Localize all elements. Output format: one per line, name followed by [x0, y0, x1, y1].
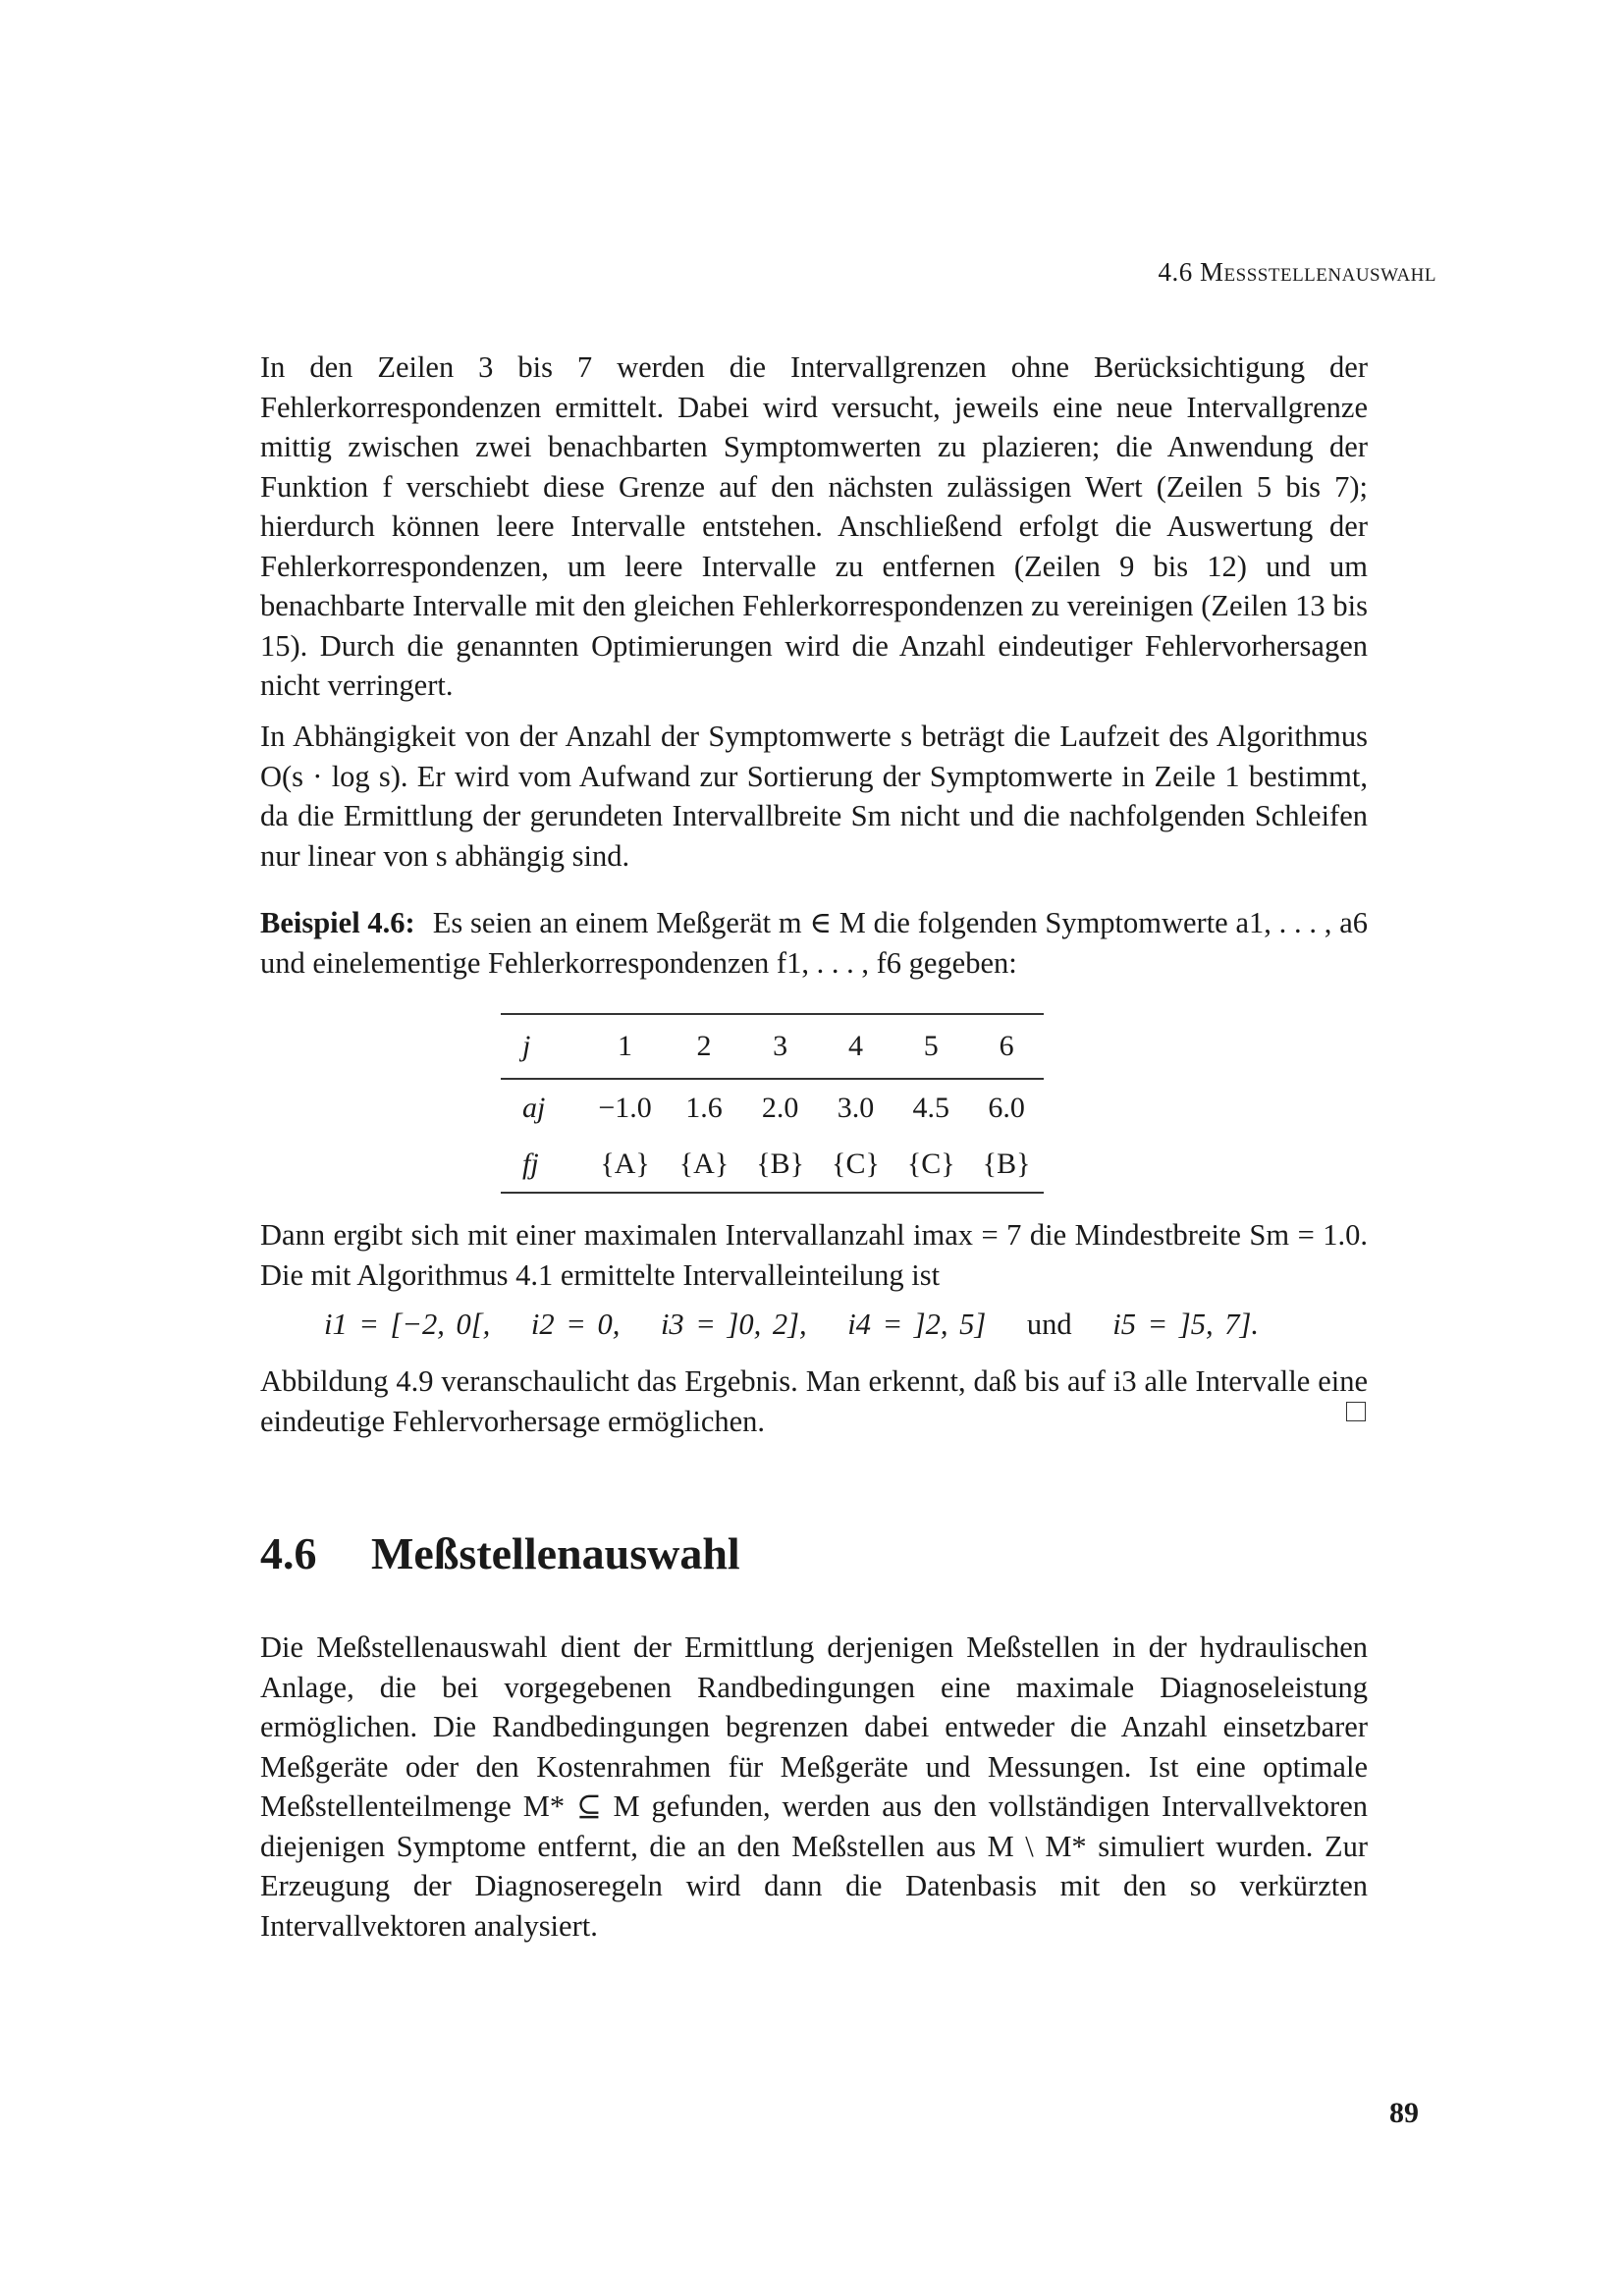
table-cell: −1.0	[598, 1091, 652, 1124]
running-head	[1159, 257, 1436, 288]
table-header-cell: 5	[893, 1014, 969, 1079]
qed-symbol	[1346, 1402, 1366, 1421]
running-head-title: Messstellenauswahl	[1200, 257, 1436, 287]
table-header-cell: 1	[584, 1014, 665, 1079]
table-cell: {A}	[600, 1147, 650, 1180]
table-row-label: fj	[522, 1147, 539, 1180]
table-header-row	[501, 1014, 1044, 1079]
paragraph-text: Abbildung 4.9 veranschaulicht das Ergebnis. Man erkennt, daß bis auf i3 alle Intervalle eine eindeutige Fehlervorhersage ermöglichen.	[260, 1364, 1368, 1438]
paragraph-algorithm-explanation	[260, 347, 1368, 706]
example-table	[501, 1013, 1044, 1194]
formula-term: i3 = ]0, 2],	[660, 1308, 807, 1341]
section-heading	[260, 1527, 740, 1579]
formula-conjunction: und	[1026, 1308, 1072, 1341]
paragraph-text: In Abhängigkeit von der Anzahl der Symptomwerte s beträgt die Laufzeit des Algorithmus O(s · log s). Er wird vom Aufwand zur Sortierung der Symptomwerte in Zeile 1 bestimmt, da die Ermittlung der gerundeten Intervallbreite Sm nicht und die nachfolgenden Schleifen nur linear von s abhängig sind.	[260, 720, 1368, 873]
table-header-cell: 3	[742, 1014, 818, 1079]
table-row-label: aj	[522, 1091, 546, 1124]
section-title: Meßstellenauswahl	[371, 1528, 740, 1578]
formula-term: i4 = ]2, 5]	[847, 1308, 987, 1341]
formula-term: i5 = ]5, 7].	[1112, 1308, 1259, 1341]
table-header-label: j	[501, 1014, 584, 1079]
table-cell: {C}	[832, 1147, 880, 1180]
page-number: 89	[1389, 2097, 1419, 2129]
table-cell: 1.6	[685, 1091, 723, 1124]
paragraph-text: Dann ergibt sich mit einer maximalen Intervallanzahl imax = 7 die Mindestbreite Sm = 1.0. Die mit Algorithmus 4.1 ermittelte Intervalleinteilung ist	[260, 1218, 1368, 1292]
table-cell: {C}	[906, 1147, 955, 1180]
paragraph-runtime	[260, 717, 1368, 876]
table-cell: {B}	[756, 1147, 805, 1180]
table-cell: {A}	[678, 1147, 730, 1180]
table-header-cell: 6	[969, 1014, 1045, 1079]
paragraph-section-intro	[260, 1628, 1368, 1946]
table-header-cell: 4	[818, 1014, 893, 1079]
formula-term: i2 = 0,	[530, 1308, 621, 1341]
running-head-number: 4.6	[1158, 257, 1193, 287]
paragraph-text: In den Zeilen 3 bis 7 werden die Intervallgrenzen ohne Berücksichtigung der Fehlerkorrespondenzen ermittelt. Dabei wird versucht, jeweils eine neue Intervallgrenze mittig zwischen zwei benachbarten Symptomwerten zu plazieren; die Anwendung der Funktion f verschiebt diese Grenze auf den nächsten zulässigen Wert (Zeilen 5 bis 7); hierdurch können leere Intervalle entstehen. Anschließend erfolgt die Auswertung der Fehlerkorrespondenzen, um leere Intervalle zu entfernen (Zeilen 9 bis 12) und um benachbarte Intervalle mit den gleichen Fehlerkorrespondenzen zu vereinigen (Zeilen 13 bis 15). Durch die genannten Optimierungen wird die Anzahl eindeutiger Fehlervorhersagen nicht verringert.	[260, 350, 1368, 702]
table-row	[501, 1136, 1044, 1193]
table-cell: {B}	[982, 1147, 1031, 1180]
section-number: 4.6	[260, 1528, 317, 1578]
paragraph-result	[260, 1215, 1368, 1295]
table-cell: 2.0	[761, 1091, 799, 1124]
table-cell: 4.5	[912, 1091, 950, 1124]
example-label: Beispiel 4.6:	[260, 906, 415, 939]
table-row	[501, 1079, 1044, 1136]
example-intro	[260, 903, 1368, 983]
formula-term: i1 = [−2, 0[,	[324, 1308, 491, 1341]
interval-formula	[324, 1308, 1288, 1342]
table-cell: 6.0	[988, 1091, 1025, 1124]
table-cell: 3.0	[837, 1091, 875, 1124]
table-header-cell: 2	[666, 1014, 742, 1079]
paragraph-figure-reference	[260, 1362, 1368, 1441]
example-text: Es seien an einem Meßgerät m ∈ M die folgenden Symptomwerte a1, . . . , a6 und einelementige Fehlerkorrespondenzen f1, . . . , f6 gegeben:	[260, 906, 1368, 980]
paragraph-text: Die Meßstellenauswahl dient der Ermittlung derjenigen Meßstellen in der hydraulischen Anlage, die bei vorgegebenen Randbedingungen eine maximale Diagnoseleistung ermöglichen. Die Randbedingungen begrenzen dabei entweder die Anzahl einsetzbarer Meßgeräte oder den Kostenrahmen für Meßgeräte und Messungen. Ist eine optimale Meßstellenteilmenge M* ⊆ M gefunden, werden aus den vollständigen Intervallvektoren diejenigen Symptome entfernt, die an den Meßstellen aus M \ M* simuliert wurden. Zur Erzeugung der Diagnoseregeln wird dann die Datenbasis mit den so verkürzten Intervallvektoren analysiert.	[260, 1630, 1368, 1943]
